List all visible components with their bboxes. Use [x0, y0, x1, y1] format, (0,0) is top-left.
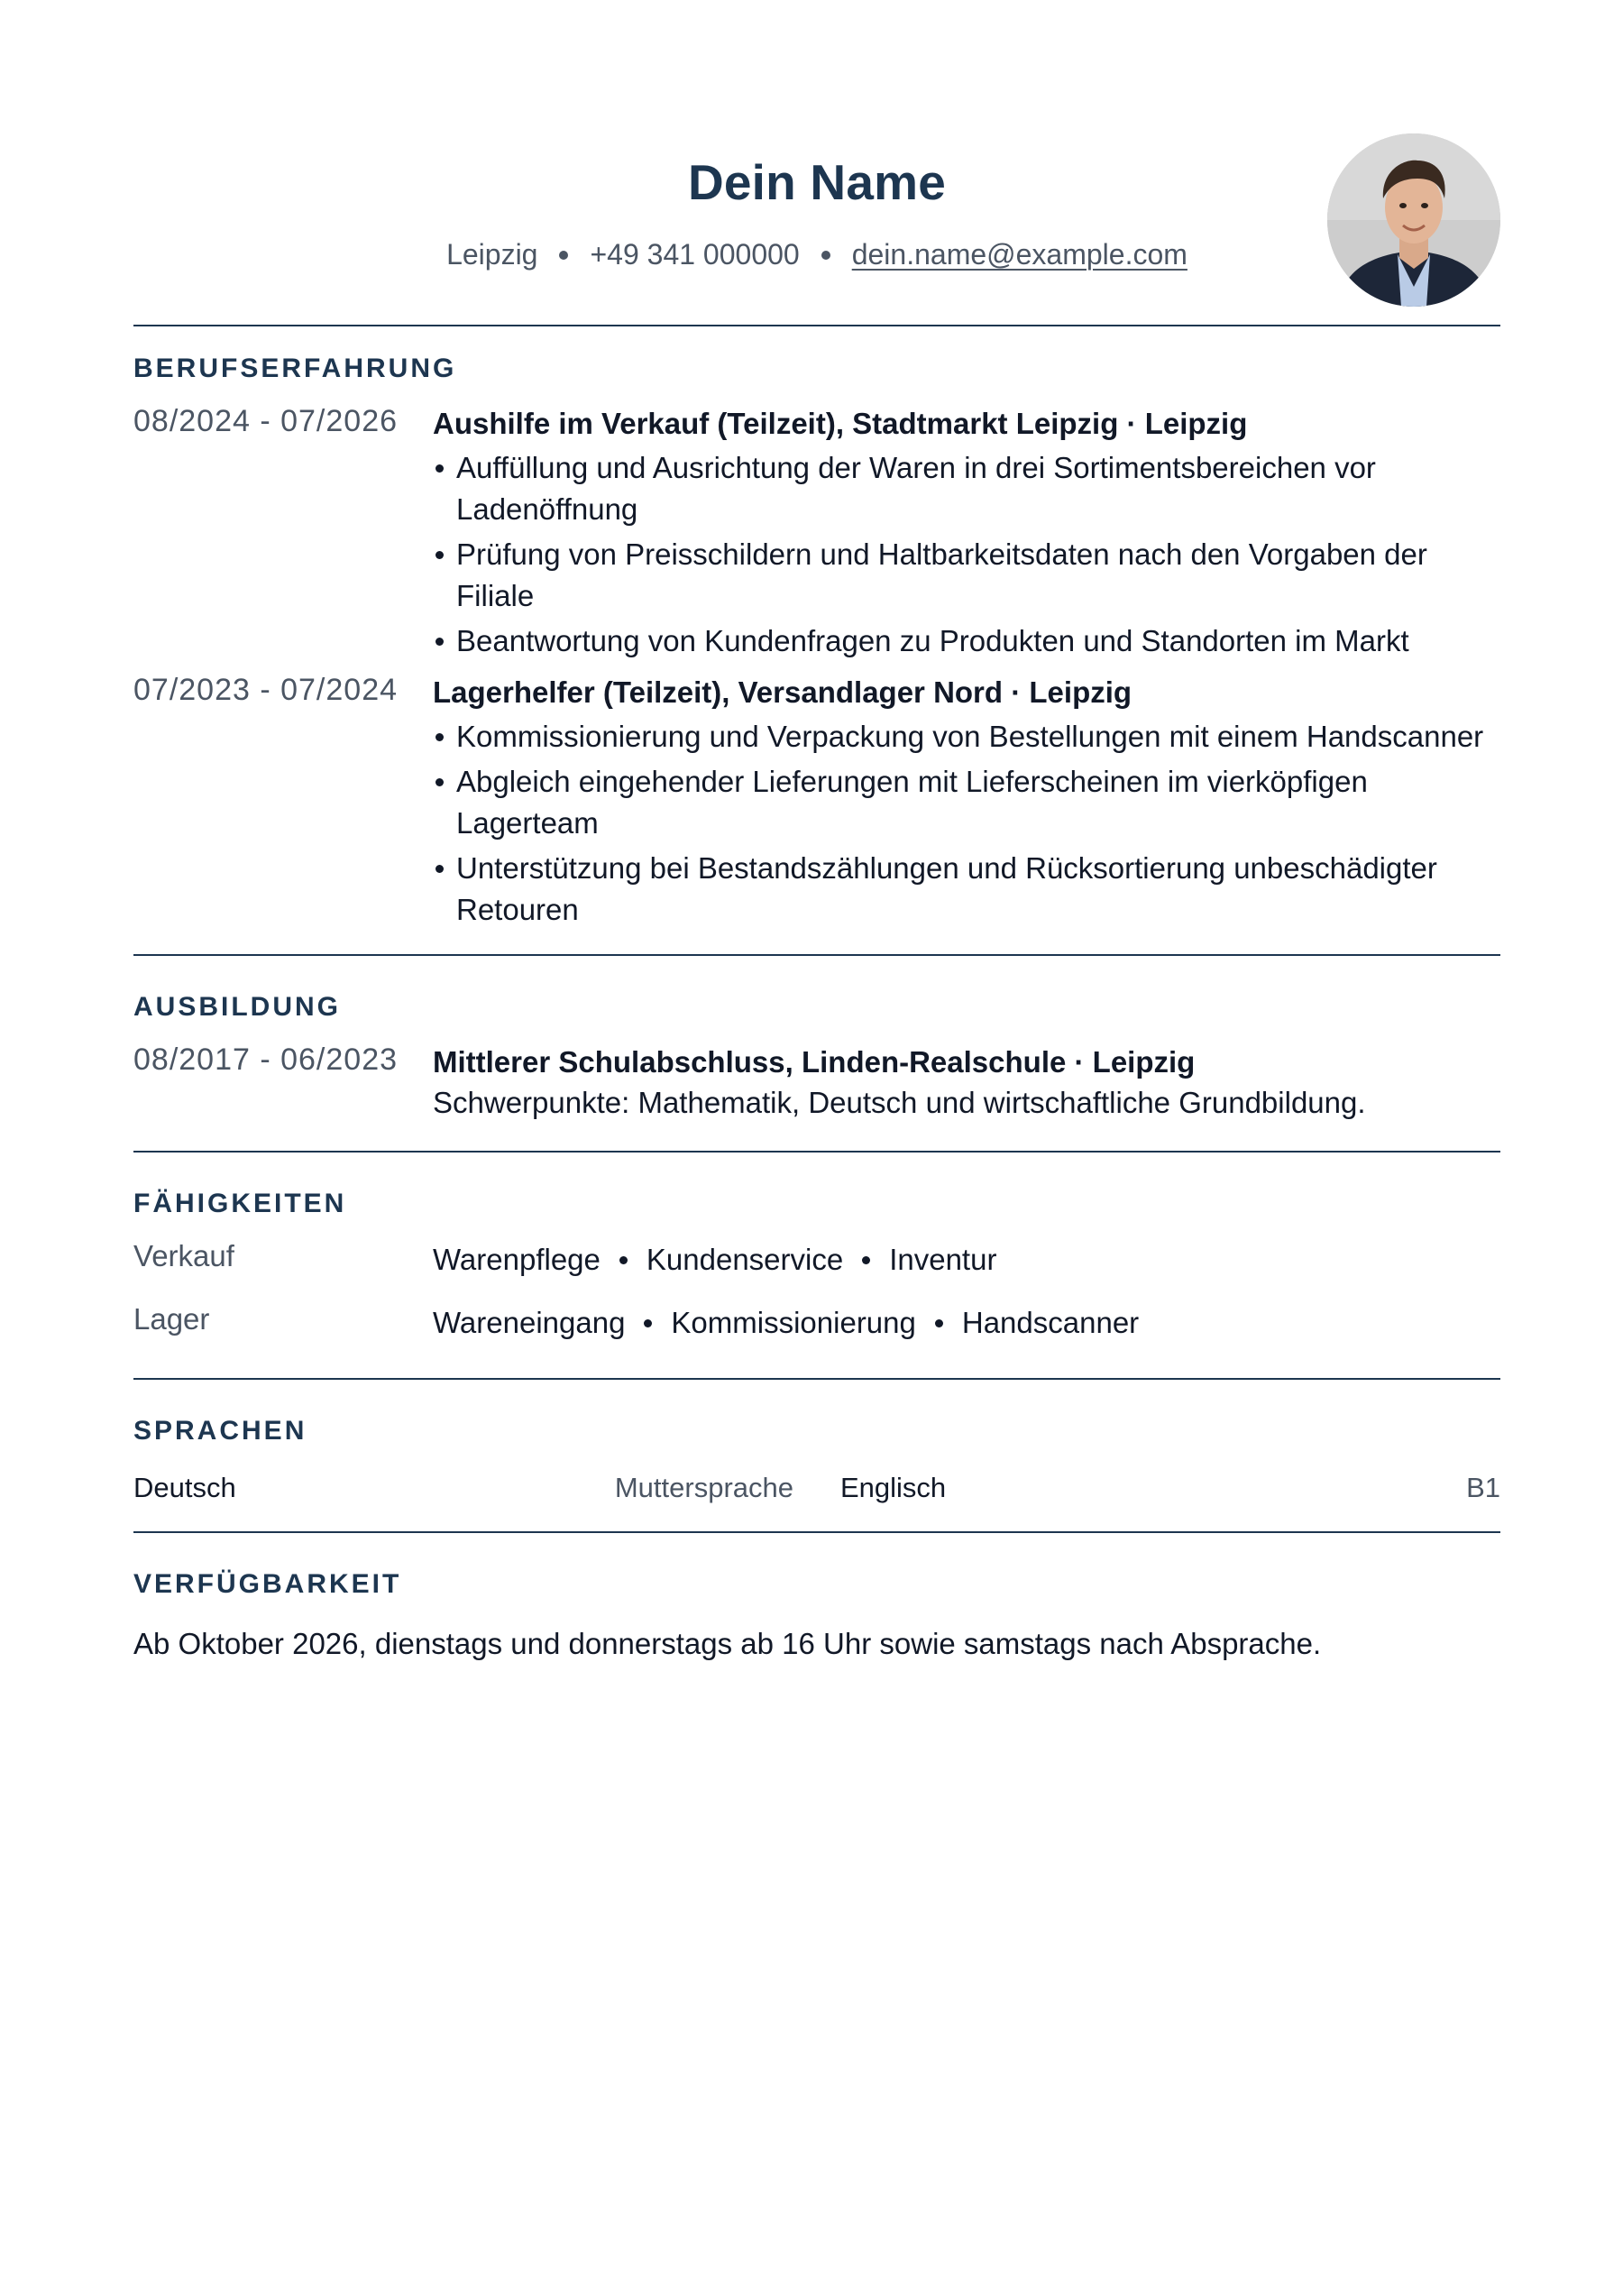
- contact-line: [133, 238, 1500, 271]
- language-name: Deutsch: [133, 1472, 236, 1503]
- skill-item: Kundenservice: [646, 1243, 844, 1276]
- profile-photo: [1327, 133, 1500, 307]
- contact-city: Leipzig: [446, 238, 538, 271]
- section-title-languages: SPRACHEN: [133, 1416, 307, 1446]
- resume-header: [133, 0, 1500, 325]
- full-name: Dein Name: [687, 154, 947, 210]
- entry-title: Aushilfe im Verkauf (Teilzeit), Stadtmarkt Leipzig · Leipzig: [433, 407, 1248, 440]
- skill-item: Kommissionierung: [671, 1306, 916, 1339]
- separator-dot: [935, 1319, 943, 1327]
- bullet-item: Prüfung von Preisschildern und Haltbarkeitsdaten nach den Vorgaben der Filiale: [433, 534, 1500, 617]
- education-section: [133, 956, 1500, 1124]
- entry-title: Lagerhelfer (Teilzeit), Versandlager Nord · Leipzig: [433, 675, 1132, 709]
- separator-dot: [644, 1319, 652, 1327]
- availability-text: Ab Oktober 2026, dienstags und donnerstags ab 16 Uhr sowie samstags nach Absprache.: [133, 1627, 1322, 1660]
- skill-items: [433, 1306, 1139, 1340]
- entry-date: 07/2023 - 07/2024: [133, 673, 399, 707]
- bullet-item: Abgleich eingehender Lieferungen mit Lieferscheinen im vierköpfigen Lagerteam: [433, 761, 1500, 844]
- entry-bullets: [433, 447, 1500, 662]
- resume-page: [133, 0, 1500, 1665]
- experience-entry: [133, 404, 1500, 662]
- section-title-education: AUSBILDUNG: [133, 992, 341, 1022]
- language-level: Muttersprache: [614, 1472, 793, 1503]
- skill-item: Warenpflege: [433, 1243, 601, 1276]
- experience-entry: [133, 673, 1500, 931]
- skill-item: Handscanner: [961, 1306, 1140, 1339]
- contact-phone: +49 341 000000: [590, 238, 800, 271]
- entry-date: 08/2024 - 07/2026: [133, 404, 399, 438]
- contact-email-link[interactable]: dein.name@example.com: [851, 238, 1187, 271]
- languages-section: [133, 1380, 1500, 1517]
- bullet-item: Beantwortung von Kundenfragen zu Produkten und Standorten im Markt: [433, 620, 1500, 662]
- skill-item: Inventur: [889, 1243, 997, 1276]
- separator-dot: [862, 1256, 870, 1264]
- bullet-item: Kommissionierung und Verpackung von Bestellungen mit einem Handscanner: [433, 716, 1500, 758]
- language-row: [133, 1472, 1500, 1517]
- language-name: Englisch: [840, 1472, 947, 1503]
- entry-title: Mittlerer Schulabschluss, Linden-Realschule · Leipzig: [433, 1045, 1196, 1079]
- entry-description: Schwerpunkte: Mathematik, Deutsch und wirtschaftliche Grundbildung.: [433, 1086, 1366, 1119]
- skill-row: [133, 1302, 1500, 1365]
- entry-body: [433, 673, 1500, 931]
- section-title-availability: VERFÜGBARKEIT: [133, 1569, 402, 1599]
- experience-section: [133, 326, 1500, 931]
- profile-photo-image: [1327, 133, 1500, 307]
- entry-bullets: [433, 716, 1500, 931]
- separator-dot: [821, 251, 830, 260]
- education-entry: [133, 1042, 1500, 1124]
- availability-section: [133, 1533, 1500, 1665]
- section-title-experience: BERUFSERFAHRUNG: [133, 354, 457, 383]
- section-title-skills: FÄHIGKEITEN: [133, 1189, 347, 1218]
- bullet-item: Auffüllung und Ausrichtung der Waren in drei Sortimentsbereichen vor Ladenöffnung: [433, 447, 1500, 530]
- entry-body: [433, 404, 1500, 662]
- skill-items: [433, 1243, 996, 1277]
- separator-dot: [559, 251, 568, 260]
- entry-date: 08/2017 - 06/2023: [133, 1042, 399, 1077]
- skills-section: [133, 1153, 1500, 1365]
- separator-dot: [619, 1256, 628, 1264]
- skill-row: [133, 1239, 1500, 1302]
- skill-category: Verkauf: [133, 1239, 234, 1272]
- bullet-item: Unterstützung bei Bestandszählungen und Rücksortierung unbeschädigter Retouren: [433, 848, 1500, 931]
- skill-category: Lager: [133, 1302, 210, 1336]
- language-level: B1: [1466, 1472, 1500, 1503]
- entry-body: [433, 1042, 1500, 1124]
- skill-item: Wareneingang: [433, 1306, 626, 1339]
